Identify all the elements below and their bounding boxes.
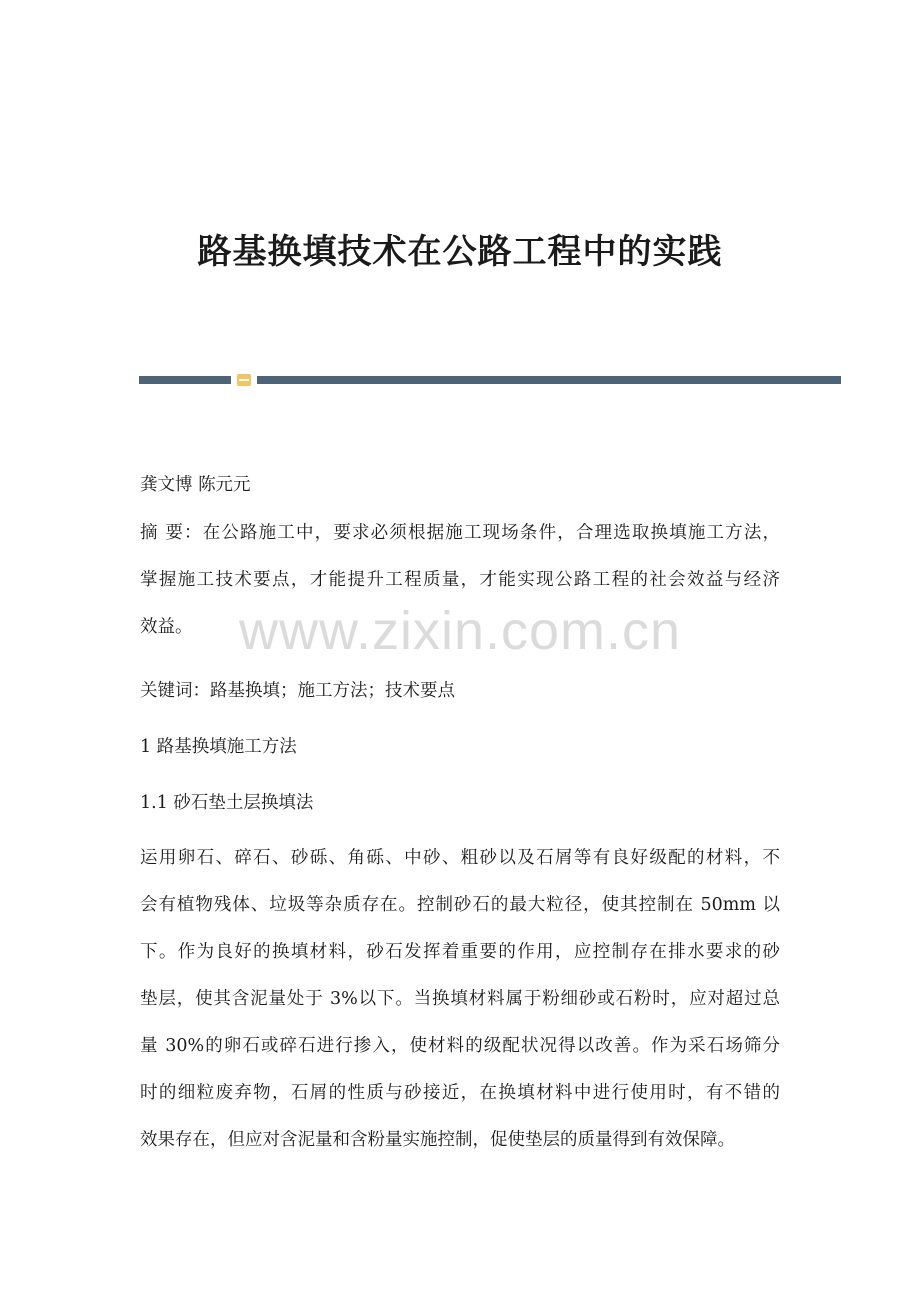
body-line: 下。作为良好的换填材料，砂石发挥着重要的作用，应控制存在排水要求的砂: [140, 942, 780, 962]
watermark: www.zixin.com.cn: [238, 601, 682, 661]
keywords: 关键词：路基换填；施工方法；技术要点: [140, 681, 455, 701]
divider-ornament-icon: [237, 374, 251, 386]
abstract-line: 摘 要：在公路施工中，要求必须根据施工现场条件，合理选取换填施工方法，: [140, 523, 780, 543]
body-line: 垫层，使其含泥量处于 3%以下。当换填材料属于粉细砂或石粉时，应对超过总: [140, 989, 780, 1009]
abstract-line: 掌握施工技术要点，才能提升工程质量，才能实现公路工程的社会效益与经济: [140, 570, 780, 590]
body-line: 效果存在，但应对含泥量和含粉量实施控制，促使垫层的质量得到有效保障。: [140, 1130, 735, 1150]
authors: 龚文博 陈元元: [140, 475, 251, 495]
body-line: 时的细粒废弃物，石屑的性质与砂接近，在换填材料中进行使用时，有不错的: [140, 1083, 780, 1103]
divider-bar-left: [139, 376, 231, 384]
abstract-line: 效益。: [140, 617, 193, 637]
subsection-heading: 1.1 砂石垫土层换填法: [140, 793, 314, 813]
body-line: 运用卵石、碎石、砂砾、角砾、中砂、粗砂以及石屑等有良好级配的材料，不: [140, 848, 780, 868]
title-divider: [139, 374, 841, 386]
body-line: 量 30%的卵石或碎石进行掺入，使材料的级配状况得以改善。作为采石场筛分: [140, 1036, 780, 1056]
section-heading: 1 路基换填施工方法: [140, 737, 297, 757]
body-paragraph: [140, 835, 780, 1164]
divider-bar-right: [257, 376, 841, 384]
body-line: 会有植物残体、垃圾等杂质存在。控制砂石的最大粒径，使其控制在 50mm 以: [140, 895, 780, 915]
document-title: 路基换填技术在公路工程中的实践: [197, 231, 723, 272]
